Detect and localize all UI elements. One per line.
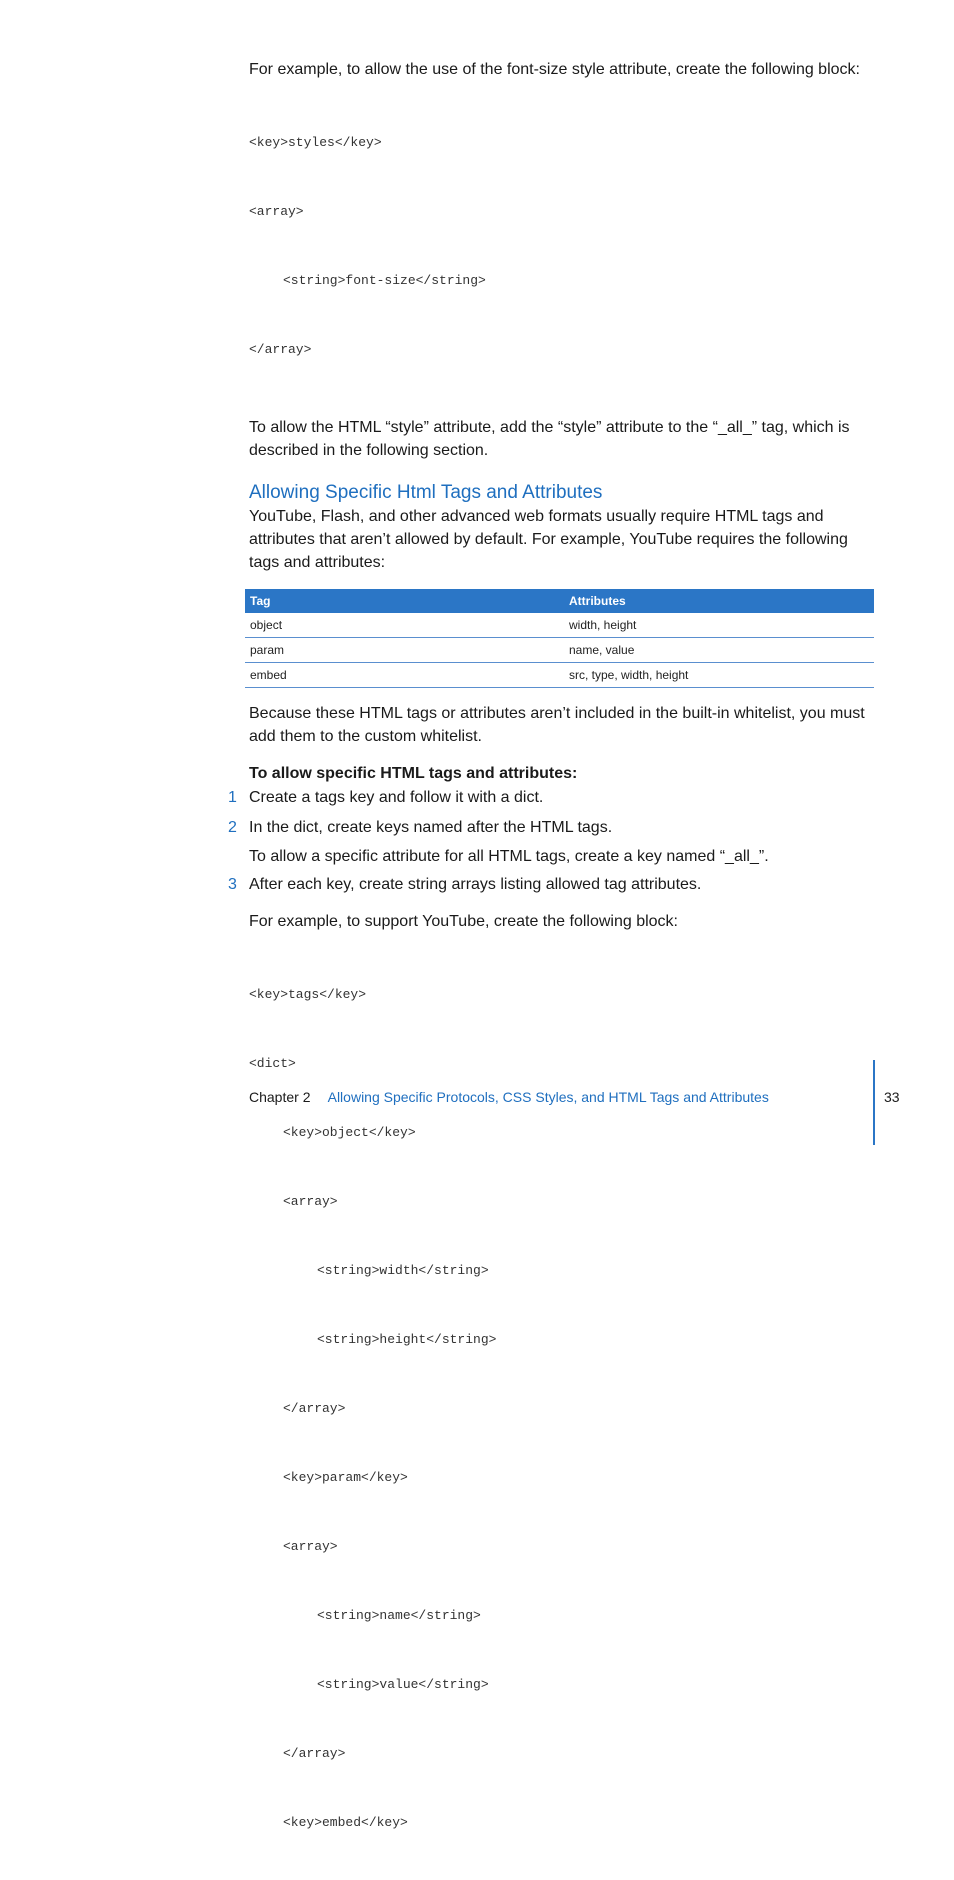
- code-line: </array>: [283, 1401, 346, 1416]
- procedure-title: To allow specific HTML tags and attributes:: [249, 765, 578, 782]
- table-cell: embed: [245, 663, 564, 688]
- table-cell: param: [245, 638, 564, 663]
- table-cell: src, type, width, height: [564, 663, 874, 688]
- table-header-attributes: Attributes: [564, 589, 874, 613]
- code-block-tags: [249, 937, 874, 1880]
- code-line: <key>param</key>: [283, 1470, 408, 1485]
- code-line: <string>width</string>: [317, 1263, 489, 1278]
- code-line: <dict>: [249, 1056, 296, 1071]
- code-line: </array>: [249, 342, 312, 357]
- section-paragraph: YouTube, Flash, and other advanced web formats usually require HTML tags and attributes that aren’t allowed by default. For example, YouTube requires the following tags and attributes:: [249, 508, 848, 571]
- step-number: 3: [228, 876, 237, 893]
- step-text: In the dict, create keys named after the HTML tags.: [249, 819, 613, 836]
- footer-chapter-title[interactable]: Allowing Specific Protocols, CSS Styles, and HTML Tags and Attributes: [327, 1089, 769, 1105]
- code-block-styles: [249, 85, 874, 407]
- footer-divider: [873, 1060, 875, 1145]
- example-paragraph: For example, to support YouTube, create the following block:: [249, 913, 678, 930]
- table-cell: object: [245, 613, 564, 638]
- page-footer: [249, 1087, 769, 1107]
- table-cell: width, height: [564, 613, 874, 638]
- code-line: </array>: [283, 1746, 346, 1761]
- table-header-tag: Tag: [245, 589, 564, 613]
- whitelist-paragraph: Because these HTML tags or attributes aren’t included in the built-in whitelist, you must add them to the custom whitelist.: [249, 705, 865, 745]
- step-number: 2: [228, 819, 237, 836]
- style-attribute-paragraph: To allow the HTML “style” attribute, add the “style” attribute to the “_all_” tag, which is described in the following section.: [249, 419, 850, 459]
- table-row: [245, 613, 874, 638]
- table-row: [245, 663, 874, 688]
- table-row: [245, 638, 874, 663]
- section-heading: Allowing Specific Html Tags and Attributes: [249, 482, 603, 503]
- step-3: [228, 873, 874, 896]
- step-number: 1: [228, 789, 237, 806]
- code-line: <array>: [283, 1539, 338, 1554]
- footer-chapter: Chapter 2: [249, 1089, 311, 1105]
- step-2: [228, 816, 874, 839]
- tags-table: [245, 589, 874, 688]
- code-line: <string>name</string>: [317, 1608, 481, 1623]
- code-line: <string>height</string>: [317, 1332, 497, 1347]
- step-text: After each key, create string arrays listing allowed tag attributes.: [249, 876, 702, 893]
- code-line: <key>styles</key>: [249, 135, 382, 150]
- code-line: <array>: [249, 204, 304, 219]
- code-line: <string>font-size</string>: [283, 273, 486, 288]
- step-text: Create a tags key and follow it with a dict.: [249, 789, 544, 806]
- code-line: <key>embed</key>: [283, 1815, 408, 1830]
- code-line: <key>object</key>: [283, 1125, 416, 1140]
- page-number: 33: [884, 1089, 900, 1105]
- page-content: [228, 58, 874, 1880]
- step-1: [228, 786, 874, 809]
- code-line: <string>value</string>: [317, 1677, 489, 1692]
- intro-paragraph: For example, to allow the use of the font-size style attribute, create the following block:: [249, 61, 860, 78]
- procedure-steps: [228, 786, 874, 896]
- code-line: <array>: [283, 1194, 338, 1209]
- code-line: <key>tags</key>: [249, 987, 367, 1002]
- step-note: To allow a specific attribute for all HTML tags, create a key named “_all_”.: [249, 848, 769, 865]
- table-header-row: [245, 589, 874, 613]
- table-cell: name, value: [564, 638, 874, 663]
